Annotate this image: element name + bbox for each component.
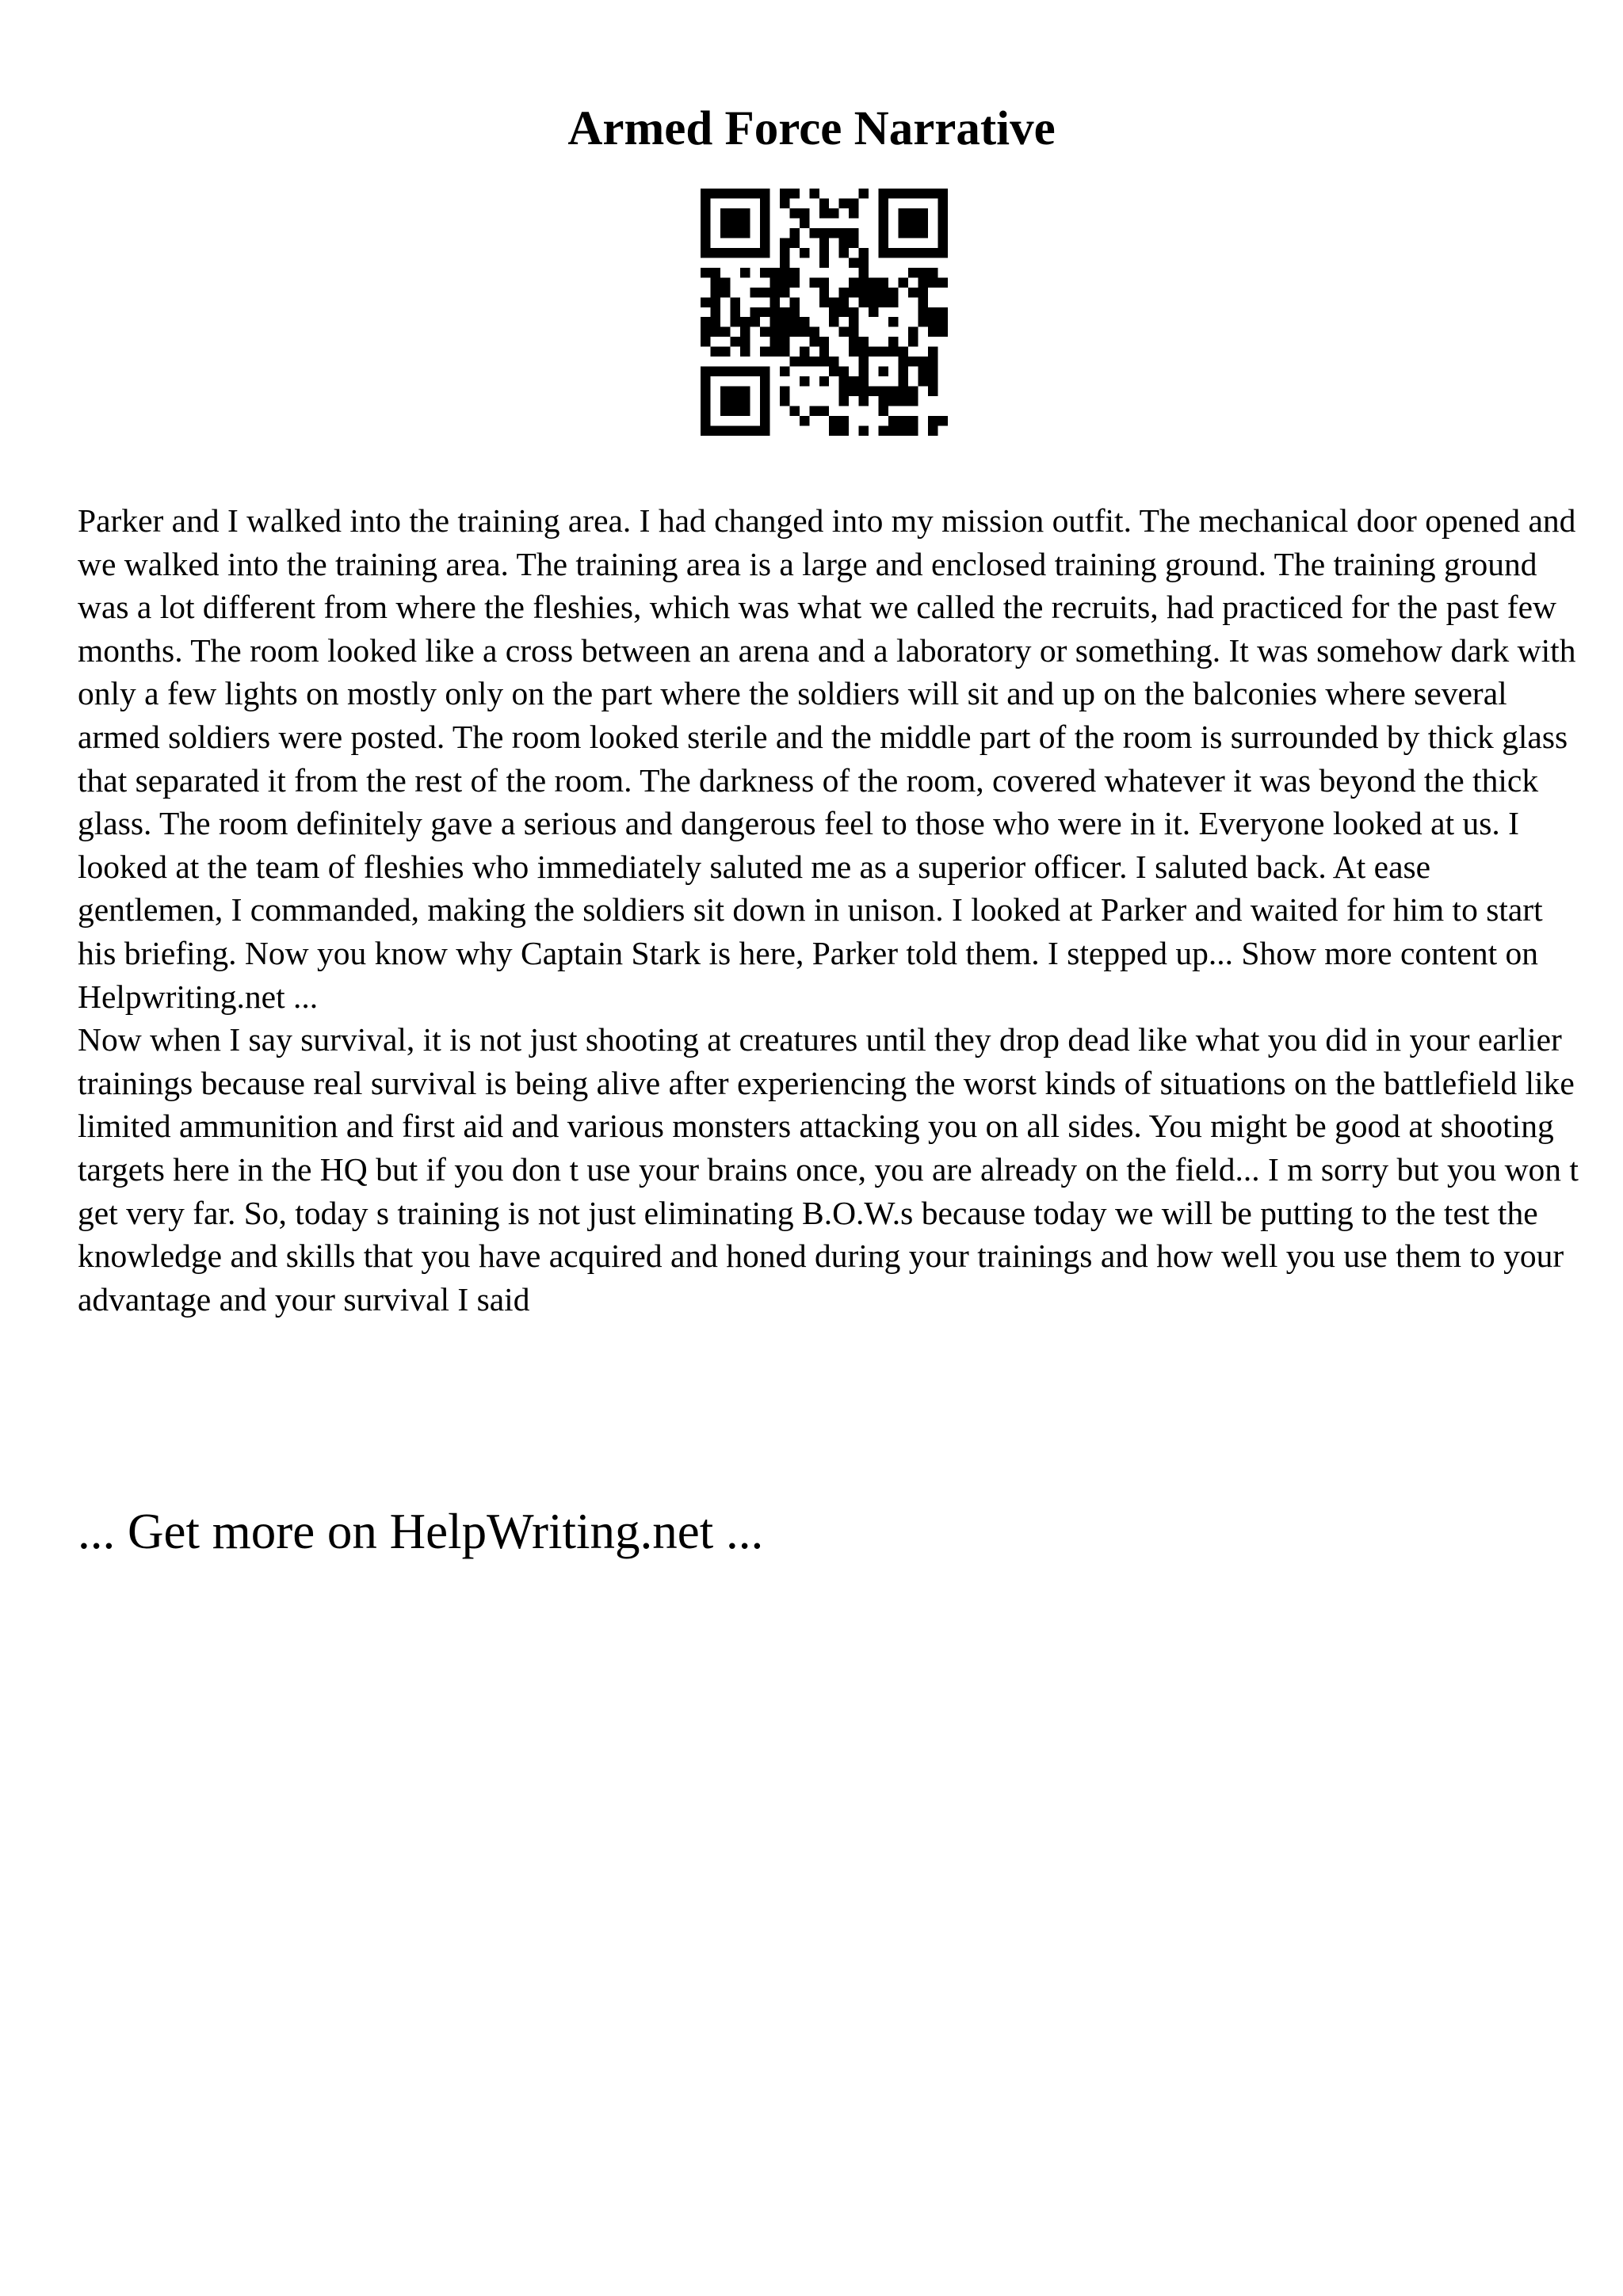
get-more-link[interactable]: ... Get more on HelpWriting.net ... <box>78 1504 764 1559</box>
paragraph-1: Parker and I walked into the training area. I had changed into my mission outfit. The mechanical door opened and we walked into the training area. The training area is a large and enclosed training ground. The training ground was a lot different from where the fleshies, which was what we called the recruits, had practiced for the past few months. The room looked like a cross between an arena and a laboratory or something. It was somehow dark with only a few lights on mostly only on the part where the soldiers will sit and up on the balconies where several armed soldiers were posted. The room looked sterile and the middle part of the room is surrounded by thick glass that separated it from the rest of the room. The darkness of the room, covered whatever it was beyond the thick glass. The room definitely gave a serious and dangerous feel to those who were in it. Everyone looked at us. I looked at the team of fleshies who immediately saluted me as a superior officer. I saluted back. At ease gentlemen, I commanded, making the soldiers sit down in unison. I looked at Parker and waited for him to start his briefing. Now you know why Captain Stark is here, Parker told them. I stepped up... Show more content on Helpwriting.net ... <box>78 502 1576 1015</box>
paragraph-2: Now when I say survival, it is not just shooting at creatures until they drop dead like what you did in your earlier trainings because real survival is being alive after experiencing the worst kinds of situations on the battlefield like limited ammunition and first aid and various monsters attacking you on all sides. You might be good at shooting targets here in the HQ but if you don t use your brains once, you are already on the field... I m sorry but you won t get very far. So, today s training is not just eliminating B.O.W.s because today we will be putting to the test the knowledge and skills that you have acquired and honed during your trainings and how well you use them to your advantage and your survival I said <box>78 1021 1579 1318</box>
document-title: Armed Force Narrative <box>567 102 1056 155</box>
qr-code-icon <box>701 189 948 436</box>
document-body <box>78 499 1583 1321</box>
